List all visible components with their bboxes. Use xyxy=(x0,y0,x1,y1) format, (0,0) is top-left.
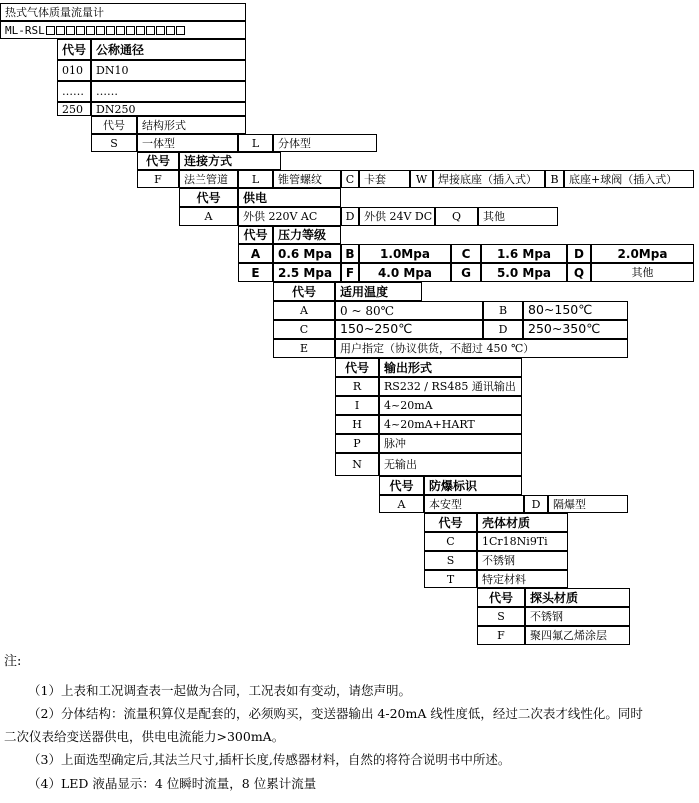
note-item: （2）分体结构：流量积算仪是配套的，必须购买，变送器输出 4-20mA 线性度低，经过二次表才线性化。同时 xyxy=(28,706,643,721)
structure-label: 结构形式 xyxy=(137,116,246,134)
probe-code: S xyxy=(477,607,525,626)
note-item: （4）LED 液晶显示：4 位瞬时流量，8 位累计流量 xyxy=(28,776,317,791)
output-code: R xyxy=(335,377,379,396)
probe-code-header: 代号 xyxy=(477,588,525,607)
power-code: Q xyxy=(435,207,478,226)
pressure-code-header: 代号 xyxy=(238,226,273,244)
output-code: N xyxy=(335,453,379,476)
pressure-code: C xyxy=(451,244,481,263)
structure-value: 分体型 xyxy=(273,134,377,152)
explosion-code: A xyxy=(379,495,424,513)
explosion-value: 隔爆型 xyxy=(548,495,628,513)
housing-value: 不锈钢 xyxy=(477,551,568,570)
nominal-diameter-value: …… xyxy=(91,81,246,102)
code-slot-boxes xyxy=(46,26,185,35)
temperature-code: D xyxy=(483,320,523,339)
pressure-value: 2.5 Mpa xyxy=(273,263,341,282)
explosion-code: D xyxy=(524,495,548,513)
probe-value: 不锈钢 xyxy=(525,607,630,626)
housing-code-header: 代号 xyxy=(424,513,477,532)
title-cell xyxy=(0,3,246,21)
power-code: D xyxy=(341,207,359,226)
housing-code: S xyxy=(424,551,477,570)
temperature-code: E xyxy=(273,339,335,358)
output-value: RS232 / RS485 通讯输出 xyxy=(379,377,522,396)
nominal-diameter-code: 010 xyxy=(57,60,91,81)
temperature-label: 适用温度 xyxy=(335,282,422,301)
output-label: 输出形式 xyxy=(379,358,522,377)
temperature-value: 150~250℃ xyxy=(335,320,483,339)
housing-value: 1Cr18Ni9Ti xyxy=(477,532,568,551)
temperature-code: A xyxy=(273,301,335,320)
power-code-header: 代号 xyxy=(179,188,238,207)
pressure-code: F xyxy=(341,263,359,282)
connection-code: B xyxy=(545,170,564,188)
power-value: 外供 220V AC xyxy=(238,207,341,226)
note-item: （1）上表和工况调查表一起做为合同，工况表如有变动，请您声明。 xyxy=(28,683,411,698)
connection-label: 连接方式 xyxy=(179,152,281,170)
temperature-value: 用户指定（协议供货，不超过 450 ℃） xyxy=(335,339,628,358)
pressure-code: E xyxy=(238,263,273,282)
probe-value: 聚四氟乙烯涂层 xyxy=(525,626,630,645)
power-code: A xyxy=(179,207,238,226)
connection-value: 焊接底座（插入式） xyxy=(433,170,545,188)
pressure-code: D xyxy=(567,244,591,263)
pressure-value: 0.6 Mpa xyxy=(273,244,341,263)
power-value: 其他 xyxy=(478,207,558,226)
connection-code: W xyxy=(410,170,433,188)
connection-code: L xyxy=(238,170,273,188)
explosion-label: 防爆标识 xyxy=(424,476,522,495)
structure-code: L xyxy=(238,134,273,152)
pressure-value: 1.6 Mpa xyxy=(481,244,567,263)
pressure-value: 4.0 Mpa xyxy=(359,263,451,282)
housing-value: 特定材料 xyxy=(477,570,568,588)
temperature-code-header: 代号 xyxy=(273,282,335,301)
connection-value: 锥管螺纹 xyxy=(273,170,341,188)
structure-code: S xyxy=(91,134,137,152)
nominal-diameter-label: 公称通径 xyxy=(91,39,246,60)
nominal-diameter-code-header: 代号 xyxy=(57,39,91,60)
temperature-value: 80~150℃ xyxy=(523,301,628,320)
power-value: 外供 24V DC xyxy=(359,207,435,226)
note-item: （3）上面选型确定后,其法兰尺寸,插杆长度,传感器材料，自然的将符合说明书中所述。 xyxy=(28,752,511,767)
explosion-code-header: 代号 xyxy=(379,476,424,495)
probe-code: F xyxy=(477,626,525,645)
model-cell xyxy=(0,21,246,39)
nominal-diameter-code: 250 xyxy=(57,102,91,116)
output-value: 脉冲 xyxy=(379,434,522,453)
pressure-value: 5.0 Mpa xyxy=(481,263,567,282)
title: 热式气体质量流量计 xyxy=(5,5,104,19)
connection-code: F xyxy=(137,170,179,188)
probe-label: 探头材质 xyxy=(525,588,630,607)
output-value: 4~20mA xyxy=(379,396,522,415)
pressure-code: Q xyxy=(567,263,591,282)
power-label: 供电 xyxy=(238,188,341,207)
output-value: 无输出 xyxy=(379,453,522,476)
connection-value: 底座+球阀（插入式） xyxy=(564,170,694,188)
notes-heading: 注: xyxy=(4,654,22,669)
housing-code: T xyxy=(424,570,477,588)
pressure-label: 压力等级 xyxy=(273,226,341,244)
connection-value: 法兰管道 xyxy=(179,170,238,188)
output-code-header: 代号 xyxy=(335,358,379,377)
note-item: 二次仪表给变送器供电，供电电流能力>300mA。 xyxy=(4,729,285,744)
nominal-diameter-code: …… xyxy=(57,81,91,102)
pressure-value: 其他 xyxy=(591,263,694,282)
housing-label: 壳体材质 xyxy=(477,513,568,532)
housing-code: C xyxy=(424,532,477,551)
pressure-code: G xyxy=(451,263,481,282)
connection-code: C xyxy=(341,170,359,188)
structure-code-header: 代号 xyxy=(91,116,137,134)
nominal-diameter-value: DN10 xyxy=(91,60,246,81)
explosion-value: 本安型 xyxy=(424,495,524,513)
temperature-code: B xyxy=(483,301,523,320)
pressure-value: 2.0Mpa xyxy=(591,244,694,263)
model-prefix: ML-RSL xyxy=(5,23,45,37)
temperature-value: 250~350℃ xyxy=(523,320,628,339)
nominal-diameter-value: DN250 xyxy=(91,102,246,116)
output-value: 4~20mA+HART xyxy=(379,415,522,434)
structure-value: 一体型 xyxy=(137,134,238,152)
output-code: H xyxy=(335,415,379,434)
pressure-code: B xyxy=(341,244,359,263)
output-code: P xyxy=(335,434,379,453)
temperature-code: C xyxy=(273,320,335,339)
pressure-code: A xyxy=(238,244,273,263)
pressure-value: 1.0Mpa xyxy=(359,244,451,263)
connection-code-header: 代号 xyxy=(137,152,179,170)
temperature-value: 0 ~ 80℃ xyxy=(335,301,483,320)
connection-value: 卡套 xyxy=(359,170,410,188)
output-code: I xyxy=(335,396,379,415)
